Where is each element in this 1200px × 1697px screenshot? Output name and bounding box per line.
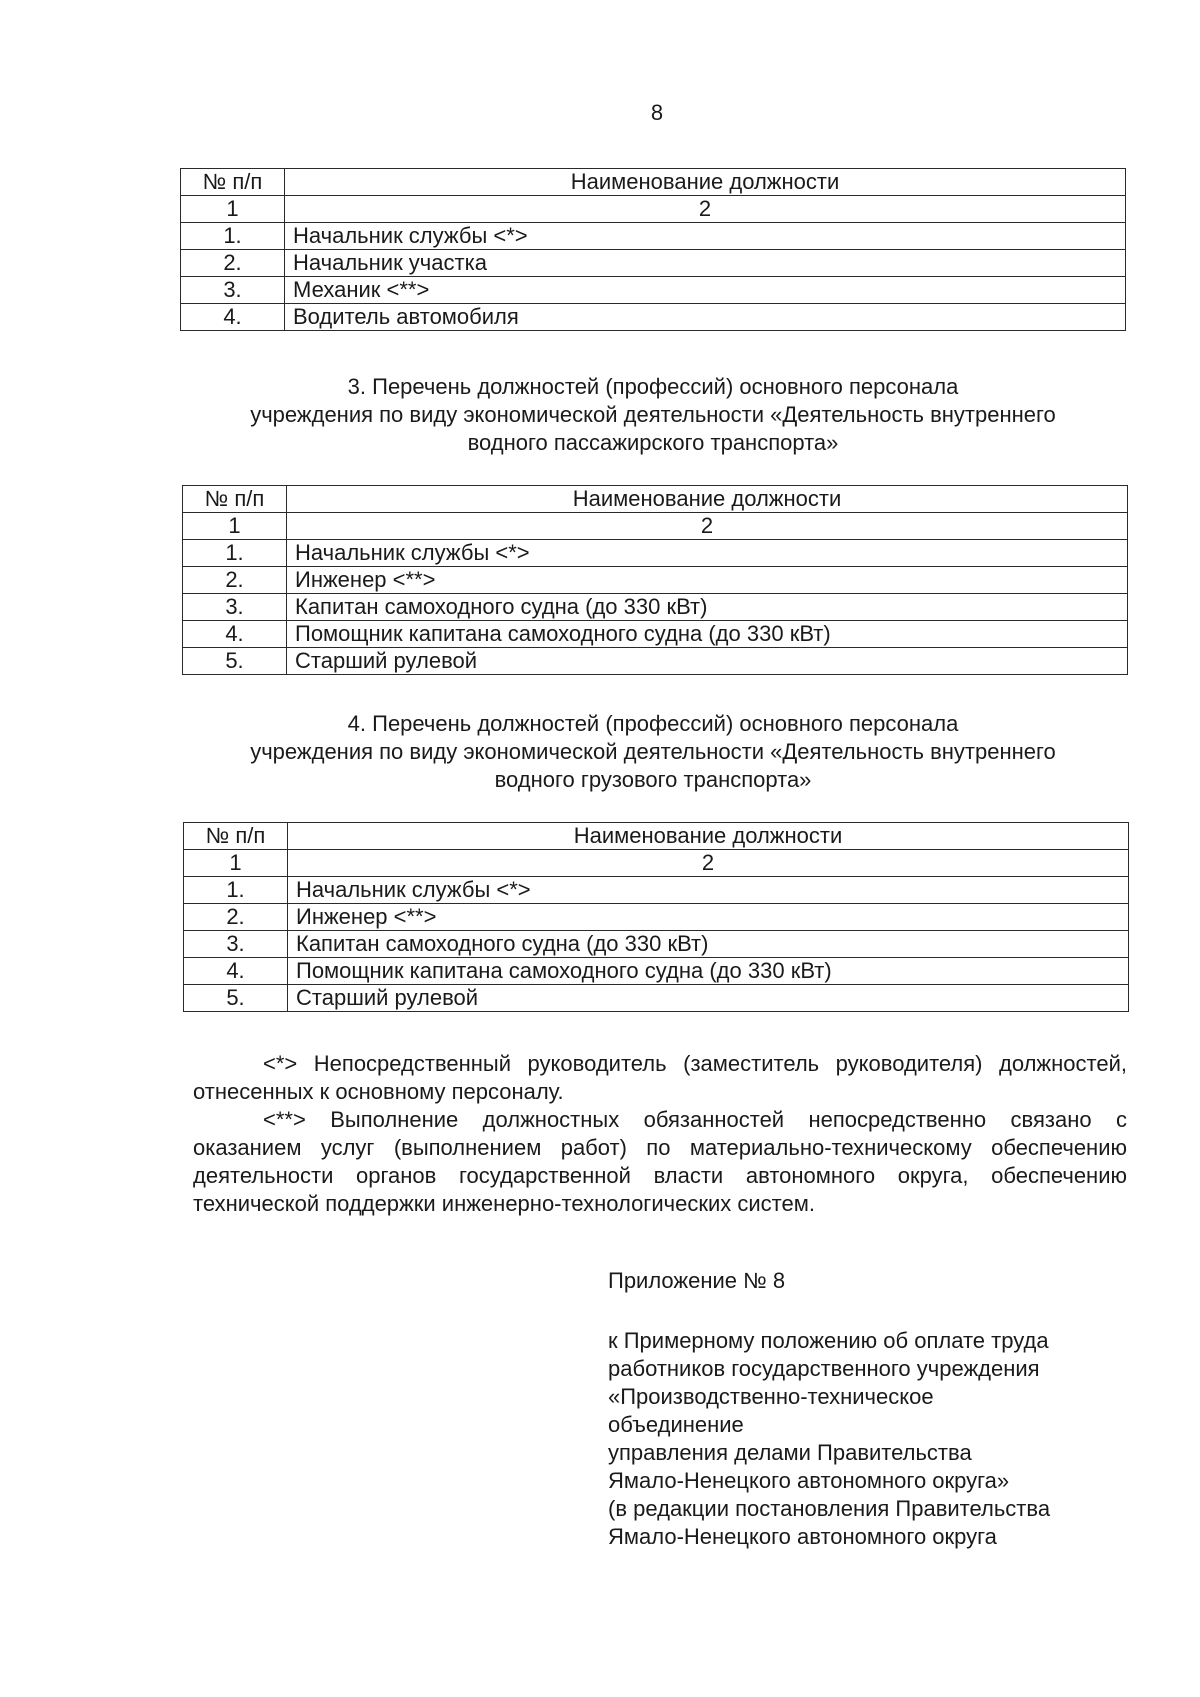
- positions-table-3: [183, 822, 1129, 1012]
- column-number-row: [184, 850, 1129, 877]
- section-3-title: [180, 373, 1126, 457]
- header-name-cell: Наименование должности: [287, 486, 1128, 513]
- row-num: 1.: [183, 540, 287, 567]
- table-row: [183, 648, 1128, 675]
- column-number-2: 2: [285, 196, 1126, 223]
- table-row: [184, 904, 1129, 931]
- row-num: 1.: [184, 877, 288, 904]
- table-header-row: [181, 169, 1126, 196]
- row-num: 2.: [181, 250, 285, 277]
- row-num: 2.: [184, 904, 288, 931]
- table-header-row: [184, 823, 1129, 850]
- appendix-line: Ямало-Ненецкого автономного округа: [608, 1524, 997, 1549]
- column-number-2: 2: [287, 513, 1128, 540]
- row-position: Помощник капитана самоходного судна (до 330 кВт): [288, 958, 1129, 985]
- row-position: Старший рулевой: [288, 985, 1129, 1012]
- header-name-cell: Наименование должности: [285, 169, 1126, 196]
- column-number-1: 1: [181, 196, 285, 223]
- row-position: Начальник участка: [285, 250, 1126, 277]
- table-row: [184, 931, 1129, 958]
- row-position: Инженер <**>: [287, 567, 1128, 594]
- row-position: Начальник службы <*>: [288, 877, 1129, 904]
- positions-table-2: [182, 485, 1128, 675]
- row-position: Механик <**>: [285, 277, 1126, 304]
- appendix-line: к Примерному положению об оплате труда: [608, 1328, 1049, 1353]
- section-3-line: 3. Перечень должностей (профессий) основного персонала: [347, 374, 959, 399]
- table-row: [183, 621, 1128, 648]
- footnotes: [193, 1050, 1127, 1218]
- column-number-1: 1: [184, 850, 288, 877]
- table-row: [183, 594, 1128, 621]
- footnote-1: <*> Непосредственный руководитель (заместитель руководителя) должностей, отнесенных к основному персоналу.: [193, 1051, 1127, 1104]
- table-row: [181, 250, 1126, 277]
- column-number-row: [183, 513, 1128, 540]
- row-position: Капитан самоходного судна (до 330 кВт): [287, 594, 1128, 621]
- table-row: [184, 985, 1129, 1012]
- column-number-2: 2: [288, 850, 1129, 877]
- header-name-cell: Наименование должности: [288, 823, 1129, 850]
- column-number-1: 1: [183, 513, 287, 540]
- footnote-2: <**> Выполнение должностных обязанностей непосредственно связано с оказанием услуг (выполнением работ) по материально-техническому обеспечению деятельности органов государственной власти автономного округа, обеспечению технической поддержки инженерно-технологических систем.: [193, 1107, 1127, 1216]
- table-row: [184, 958, 1129, 985]
- appendix-line: Ямало-Ненецкого автономного округа»: [608, 1468, 1010, 1493]
- table-row: [181, 277, 1126, 304]
- row-num: 4.: [184, 958, 288, 985]
- row-position: Старший рулевой: [287, 648, 1128, 675]
- row-position: Начальник службы <*>: [285, 223, 1126, 250]
- page-number: 8: [650, 100, 664, 125]
- table-row: [183, 540, 1128, 567]
- section-4-title: [180, 710, 1126, 794]
- row-num: 3.: [184, 931, 288, 958]
- row-position: Капитан самоходного судна (до 330 кВт): [288, 931, 1129, 958]
- section-4-line: учреждения по виду экономической деятельности «Деятельность внутреннего: [250, 739, 1056, 764]
- row-num: 3.: [181, 277, 285, 304]
- table-header-row: [183, 486, 1128, 513]
- appendix-title: Приложение № 8: [608, 1268, 786, 1293]
- row-position: Начальник службы <*>: [287, 540, 1128, 567]
- table-row: [181, 304, 1126, 331]
- appendix-line: «Производственно-техническое: [608, 1384, 934, 1409]
- row-num: 5.: [183, 648, 287, 675]
- appendix-line: управления делами Правительства: [608, 1440, 972, 1465]
- section-3-line: водного пассажирского транспорта»: [467, 430, 839, 455]
- row-num: 5.: [184, 985, 288, 1012]
- row-num: 3.: [183, 594, 287, 621]
- appendix-line: (в редакции постановления Правительства: [608, 1496, 1051, 1521]
- table-row: [183, 567, 1128, 594]
- positions-table-1: [180, 168, 1126, 331]
- header-num-cell: № п/п: [183, 486, 287, 513]
- row-num: 2.: [183, 567, 287, 594]
- header-num-cell: № п/п: [181, 169, 285, 196]
- row-num: 4.: [183, 621, 287, 648]
- appendix-line: объединение: [608, 1412, 744, 1437]
- column-number-row: [181, 196, 1126, 223]
- appendix-line: работников государственного учреждения: [608, 1356, 1040, 1381]
- row-num: 1.: [181, 223, 285, 250]
- section-3-line: учреждения по виду экономической деятельности «Деятельность внутреннего: [250, 402, 1056, 427]
- row-num: 4.: [181, 304, 285, 331]
- table-row: [184, 877, 1129, 904]
- section-4-line: 4. Перечень должностей (профессий) основного персонала: [347, 711, 959, 736]
- header-num-cell: № п/п: [184, 823, 288, 850]
- table-row: [181, 223, 1126, 250]
- appendix-block: [608, 1267, 1148, 1551]
- row-position: Водитель автомобиля: [285, 304, 1126, 331]
- row-position: Помощник капитана самоходного судна (до 330 кВт): [287, 621, 1128, 648]
- row-position: Инженер <**>: [288, 904, 1129, 931]
- section-4-line: водного грузового транспорта»: [494, 767, 812, 792]
